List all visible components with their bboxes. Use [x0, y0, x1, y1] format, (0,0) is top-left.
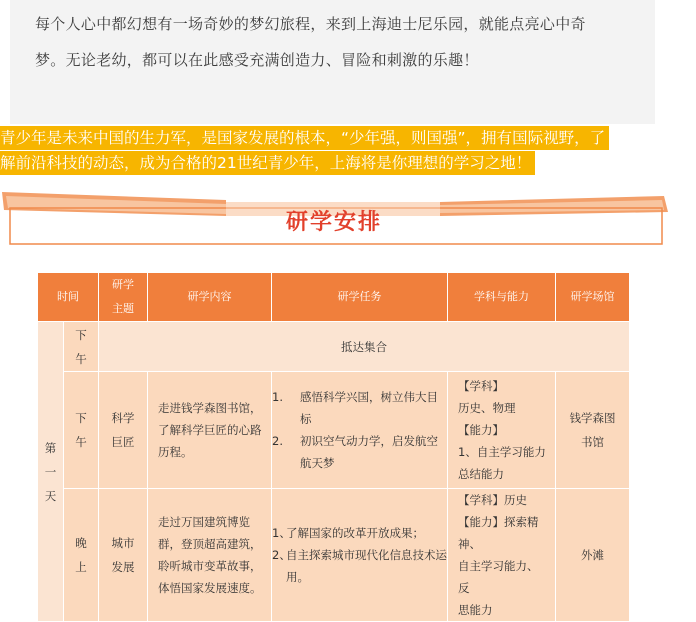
- slot-label: 下午: [64, 372, 99, 489]
- header-time: 时间: [38, 273, 99, 322]
- task-item: 2、 自主探索城市现代化信息技术运用。: [272, 548, 447, 584]
- skills-line: 【能力】探索精神、: [458, 515, 539, 551]
- header-content: 研学内容: [148, 273, 272, 322]
- skills-cell: [448, 372, 556, 489]
- highlight-line-2: 解前沿科技的动态，成为合格的21世纪青少年，上海将是你理想的学习之地！: [0, 151, 535, 175]
- schedule-table: [37, 272, 630, 622]
- venue-cell: 钱学森图书馆: [556, 372, 630, 489]
- intro-paragraph: [35, 6, 657, 78]
- intro-panel: [10, 0, 655, 124]
- task-item: 1、 了解国家的改革开放成果；: [272, 526, 424, 540]
- header-tasks: 研学任务: [272, 273, 448, 322]
- content-line: 了解科学巨匠的心路: [158, 423, 262, 437]
- intro-line-2: 梦。无论老幼，都可以在此感受充满创造力、冒险和刺激的乐趣！: [35, 51, 479, 69]
- skills-line: 【能力】: [458, 423, 504, 437]
- content-line: 走过万国建筑博览: [158, 515, 250, 529]
- task-item: 2. 初识空气动力学，启发航空航天梦: [272, 434, 438, 470]
- slot-label: 晚上: [64, 489, 99, 622]
- header-venue: 研学场馆: [556, 273, 630, 322]
- assembly-cell: 抵达集合: [99, 322, 630, 372]
- skills-cell: [448, 489, 556, 622]
- task-item: 1. 感悟科学兴国，树立伟大目标: [272, 390, 438, 426]
- skills-line: 思能力: [458, 603, 493, 617]
- skills-line: 总结能力: [458, 467, 504, 481]
- theme-cell: 科学巨匠: [99, 372, 148, 489]
- header-skills: 学科与能力: [448, 273, 556, 322]
- intro-line-1: 每个人心中都幻想有一场奇妙的梦幻旅程，来到上海迪士尼乐园，就能点亮心中奇: [35, 15, 586, 33]
- table-header-row: [38, 273, 630, 322]
- header-theme: 研学主题: [99, 273, 148, 322]
- content-line: 群，登顶超高建筑，: [158, 537, 262, 551]
- venue-cell: 外滩: [556, 489, 630, 622]
- theme-cell: 城市发展: [99, 489, 148, 622]
- content-cell: [148, 489, 272, 622]
- tasks-cell: [272, 489, 448, 622]
- table-row: [38, 372, 630, 489]
- content-line: 聆听城市变革故事，: [158, 559, 262, 573]
- skills-line: 1、自主学习能力: [458, 445, 546, 459]
- section-banner: [0, 186, 668, 250]
- section-title: 研学安排: [285, 210, 382, 235]
- tasks-cell: [272, 372, 448, 489]
- day-label: 第一天: [38, 322, 64, 622]
- skills-line: 历史、物理: [458, 401, 516, 415]
- content-line: 走进钱学森图书馆，: [158, 401, 262, 415]
- table-row: [38, 489, 630, 622]
- content-cell: [148, 372, 272, 489]
- table-row: [38, 322, 630, 372]
- content-line: 体悟国家发展速度。: [158, 581, 262, 595]
- skills-line: 自主学习能力、反: [458, 559, 539, 595]
- skills-line: 【学科】历史: [458, 493, 527, 507]
- content-line: 历程。: [158, 445, 193, 459]
- skills-line: 【学科】: [458, 379, 504, 393]
- slot-label: 下午: [64, 322, 99, 372]
- highlight-line-1: 青少年是未来中国的生力军，是国家发展的根本，“少年强，则国强”，拥有国际视野，了: [0, 126, 609, 150]
